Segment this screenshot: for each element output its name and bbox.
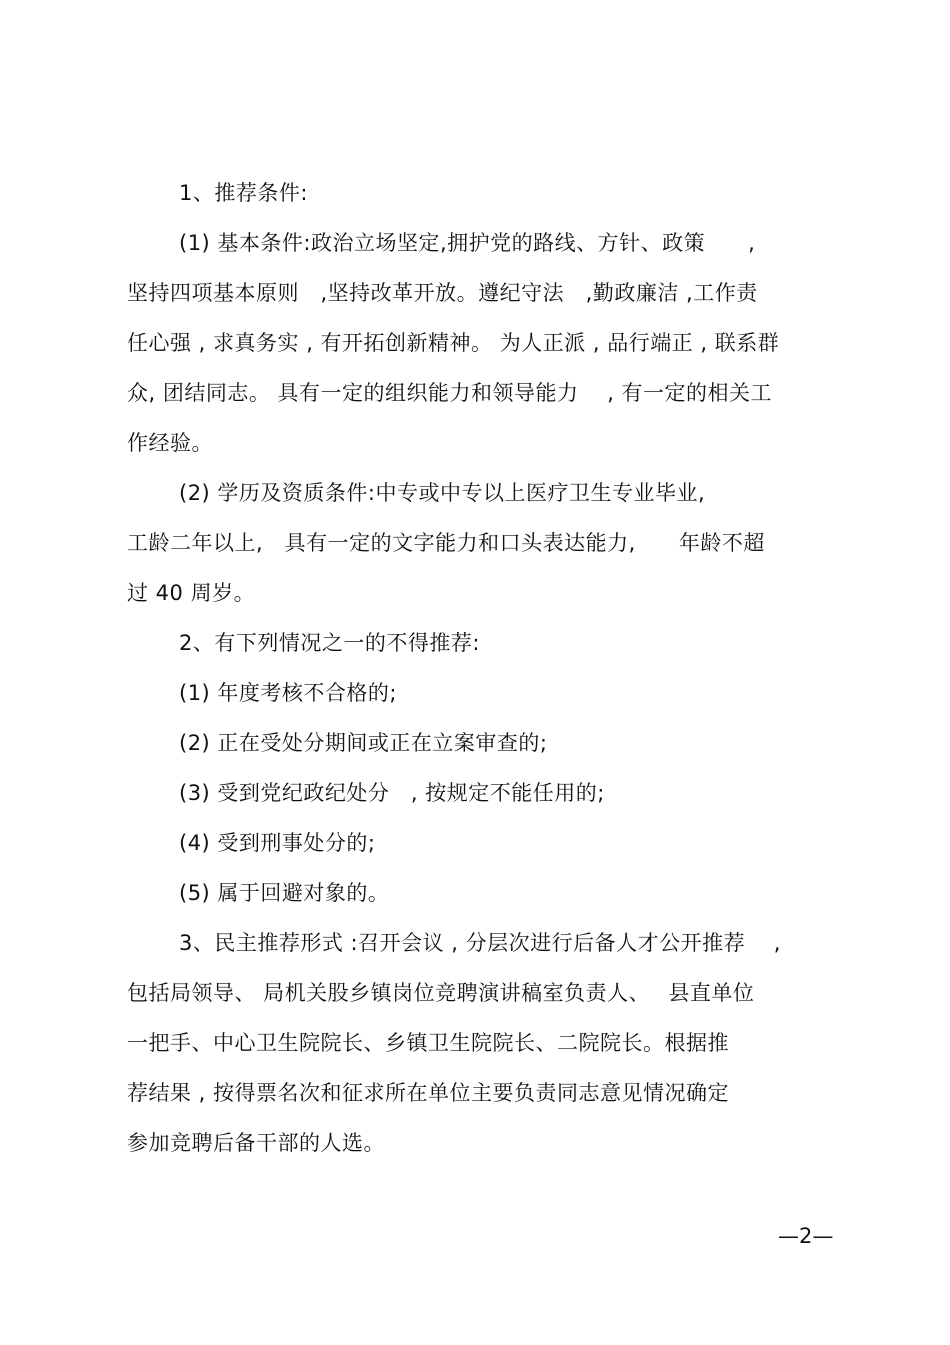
text-line: 包括局领导、 局机关股乡镇岗位竞聘演讲稿室负责人、 县直单位 bbox=[127, 981, 755, 1005]
text-line: 作经验。 bbox=[127, 431, 213, 455]
text-line: (4) 受到刑事处分的; bbox=[179, 831, 376, 855]
text-line: 3、民主推荐形式 :召开会议 , 分层次进行后备人才公开推荐 , bbox=[179, 931, 781, 955]
text-line: 过 40 周岁。 bbox=[127, 581, 256, 605]
page-number: —2— bbox=[778, 1224, 834, 1248]
text-line: 参加竞聘后备干部的人选。 bbox=[127, 1131, 385, 1155]
text-line: 2、有下列情况之一的不得推荐: bbox=[179, 631, 480, 655]
text-line: (1) 基本条件:政治立场坚定,拥护党的路线、方针、政策 , bbox=[179, 231, 756, 255]
text-line: 任心强 , 求真务实 , 有开拓创新精神。 为人正派 , 品行端正 , 联系群 bbox=[127, 331, 780, 355]
text-line: 工龄二年以上, 具有一定的文字能力和口头表达能力, 年龄不超 bbox=[127, 531, 765, 555]
text-line: (2) 学历及资质条件:中专或中专以上医疗卫生专业毕业, bbox=[179, 481, 706, 505]
text-line: (5) 属于回避对象的。 bbox=[179, 881, 390, 905]
text-line: (3) 受到党纪政纪处分 , 按规定不能任用的; bbox=[179, 781, 605, 805]
text-line: 荐结果 , 按得票名次和征求所在单位主要负责同志意见情况确定 bbox=[127, 1081, 730, 1105]
text-line: 坚持四项基本原则 ,坚持改革开放。遵纪守法 ,勤政廉洁 ,工作责 bbox=[127, 281, 758, 305]
text-line: (1) 年度考核不合格的; bbox=[179, 681, 397, 705]
text-line: 众, 团结同志。 具有一定的组织能力和领导能力 , 有一定的相关工 bbox=[127, 381, 773, 405]
text-line: 一把手、中心卫生院院长、乡镇卫生院院长、二院院长。根据推 bbox=[127, 1031, 729, 1055]
text-line: 1、推荐条件: bbox=[179, 181, 308, 205]
text-line: (2) 正在受处分期间或正在立案审查的; bbox=[179, 731, 548, 755]
